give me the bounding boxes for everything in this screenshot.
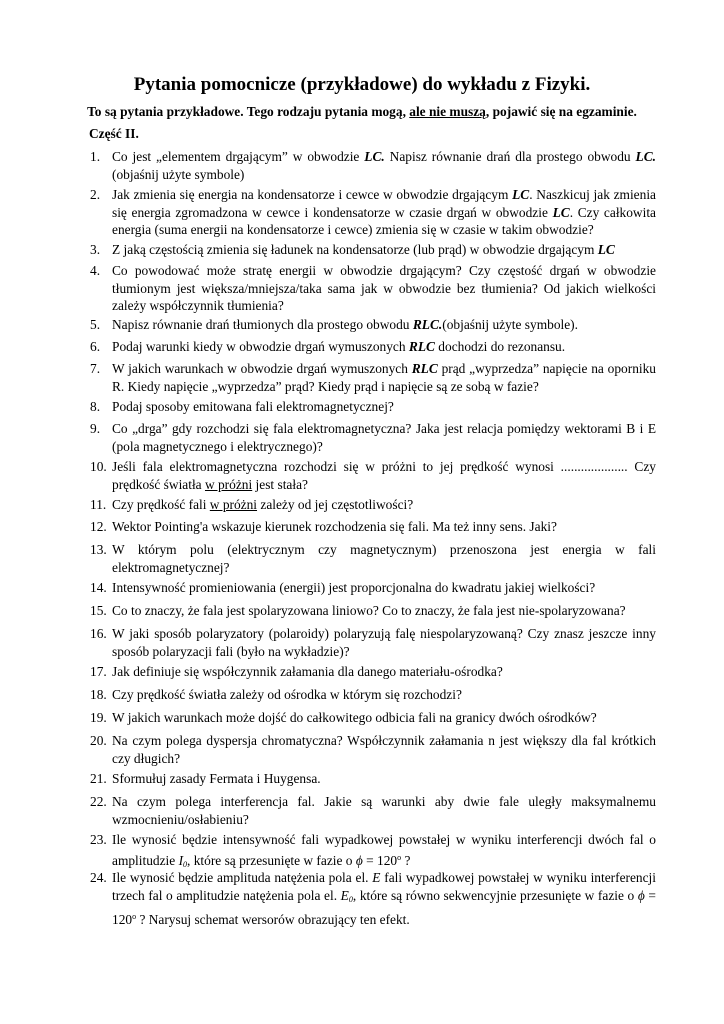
question-5 [90,316,656,334]
question-number: 5. [90,317,101,332]
question-24 [90,869,656,929]
question-text: W jakich warunkach w obwodzie drgań wymuszonych RLC prąd „wyprzedza” napięcie na oporniku R. Kiedy napięcie „wyprzedza” prąd? Kiedy prąd i napięcie są ze sobą w fazie? [112,361,656,394]
phi-symbol: ϕ [355,852,363,868]
symbol: LC [597,242,615,257]
symbol: LC. [364,149,385,164]
question-text: Z jaką częstością zmienia się ładunek na kondensatorze (lub prąd) w obwodzie drgającym LC [112,242,615,257]
question-text: Napisz równanie drań tłumionych dla prostego obwodu RLC.(objaśnij użyte symbole). [112,317,578,332]
document-title: Pytania pomocnicze (przykładowe) do wykładu z Fizyki. [133,74,591,95]
question-number: 11. [90,497,107,512]
question-number: 4. [90,263,101,278]
question-number: 6. [90,339,101,354]
question-17 [90,663,656,681]
question-11 [90,496,656,514]
question-text: Jeśli fala elektromagnetyczna rozchodzi się w próżni to jej prędkość wynosi .................... Czy prędkość światła w próżni jest stała? [112,459,656,492]
symbol: RLC. [412,317,443,332]
document-subtitle [0,102,724,122]
symbol: I [178,852,184,868]
question-13 [90,541,656,576]
question-text: Sformułuj zasady Fermata i Huygensa. [112,771,321,786]
question-number: 10. [90,459,107,474]
question-9 [90,420,656,455]
question-text: Co powodować może stratę energii w obwodzie drgającym? Czy częstość drgań w obwodzie tłumionym jest większa/mniejsza/taka sama jak w obwodzie bez tłumienia? Od jakich wielkości zależy współczynnik tłumienia? [112,263,656,314]
question-text: W jakich warunkach może dojść do całkowitego odbicia fali na granicy dwóch ośrodków? [112,710,597,725]
question-22 [90,793,656,828]
question-6 [90,338,656,356]
question-number: 16. [90,626,107,641]
question-number: 9. [90,421,101,436]
symbol: E [340,887,349,903]
question-10 [90,458,656,493]
underlined-text: w próżni [209,497,258,512]
question-21 [90,770,656,788]
question-18 [90,686,656,704]
question-text: Jak definiuje się współczynnik załamania dla danego materiału-ośrodka? [112,664,503,679]
question-number: 7. [90,361,101,376]
question-number: 18. [90,687,107,702]
question-text: Podaj warunki kiedy w obwodzie drgań wymuszonych RLC dochodzi do rezonansu. [112,339,566,354]
question-number: 12. [90,519,107,534]
question-text: W którym polu (elektrycznym czy magnetycznym) przenoszona jest energia w fali elektromagnetycznej? [112,542,656,575]
symbol: RLC [411,361,438,376]
question-number: 23. [90,832,107,847]
question-8 [90,398,656,416]
question-number: 3. [90,242,101,257]
question-4 [90,262,656,315]
symbol: LC. [635,149,657,164]
question-16 [90,625,656,660]
question-text: Na czym polega interferencja fal. Jakie są warunki aby dwie fale uległy maksymalnemu wzmocnieniu/osłabieniu? [112,794,656,827]
question-number: 1. [90,149,101,164]
question-2 [90,186,656,239]
question-number: 19. [90,710,107,725]
question-text: Co jest „elementem drgającym” w obwodzie LC. Napisz równanie drań dla prostego obwodu LC.(objaśnij użyte symbole) [112,149,657,182]
underlined-text: w próżni [204,476,253,492]
question-text: Wektor Pointing'a wskazuje kierunek rozchodzenia się fali. Ma też inny sens. Jaki? [112,519,557,534]
question-text: Co „drga” gdy rozchodzi się fala elektromagnetyczna? Jaka jest relacja pomiędzy wektorami B i E (pola magnetycznego i elektrycznego)? [112,421,656,454]
subtitle-underlined: ale nie muszą [409,104,486,119]
question-text: Na czym polega dyspersja chromatyczna? Współczynnik załamania n jest większy dla fal krótkich czy długich? [112,733,656,766]
question-text: Ile wynosić będzie intensywność fali wypadkowej powstałej w wyniku interferencji dwóch fal o amplitudzie $I_0$, które są przesunięte w fazie o $\phi = 120^o$ ? [112,832,656,869]
question-number: 22. [90,794,107,809]
question-3 [90,241,656,259]
section-heading: Część II. [89,126,139,141]
question-15 [90,602,656,620]
subscript: 0 [183,859,188,869]
question-number: 15. [90,603,107,618]
degree-sign: o [132,912,137,922]
question-number: 13. [90,542,107,557]
question-text: Ile wynosić będzie amplituda natężenia pola el. E fali wypadkowej powstałej w wyniku interferencji trzech fal o amplitudzie natężenia pola el. $E_0$, które są równo sekwencyjnie przesunięte w fazie o $\phi = 120^o$ ? Narysuj schemat wersorów obrazujący ten efekt. [112,870,656,928]
phi-symbol: ϕ [637,887,645,903]
question-text: Co to znaczy, że fala jest spolaryzowana liniowo? Co to znaczy, że fala jest nie-spolaryzowana? [112,603,626,618]
question-text: W jaki sposób polaryzatory (polaroidy) polaryzują falę niespolaryzowaną? Czy znasz jeszcze inny sposób polaryzacji fali (było na wykładzie)? [112,626,656,659]
symbol: RLC [408,339,435,354]
question-19 [90,709,656,727]
question-12 [90,518,656,536]
question-number: 21. [90,771,107,786]
question-number: 2. [90,187,101,202]
subscript: 0 [348,894,353,904]
question-14 [90,579,656,597]
degree-sign: o [397,852,402,862]
question-text: Jak zmienia się energia na kondensatorze i cewce w obwodzie drgającym LC. Naszkicuj jak zmienia się energia zgromadzona w cewce i kondensatorze w czasie drgań w obwodzie LC. Czy całkowita energia (suma energii na kondensatorze i cewce) zmienia się w czasie w takim obwodzie? [112,187,656,238]
symbol: E [372,870,381,885]
question-number: 20. [90,733,107,748]
question-7 [90,360,656,395]
question-1 [90,148,656,183]
question-number: 17. [90,664,107,679]
subtitle-text: To są pytania przykładowe. Tego rodzaju pytania mogą, [87,104,410,119]
question-23 [90,831,656,873]
question-number: 8. [90,399,101,414]
question-number: 24. [90,870,107,885]
question-number: 14. [90,580,107,595]
question-text: Intensywność promieniowania (energii) jest proporcjonalna do kwadratu jakiej wielkości? [112,580,596,595]
subtitle-text-end: , pojawić się na egzaminie. [485,104,637,119]
question-20 [90,732,656,767]
symbol: LC [512,187,530,202]
question-text: Czy prędkość światła zależy od ośrodka w którym się rozchodzi? [112,687,462,702]
question-text: Czy prędkość fali w próżni zależy od jej częstotliwości? [112,497,414,512]
question-text: Podaj sposoby emitowana fali elektromagnetycznej? [112,399,394,414]
symbol: LC [552,204,570,220]
